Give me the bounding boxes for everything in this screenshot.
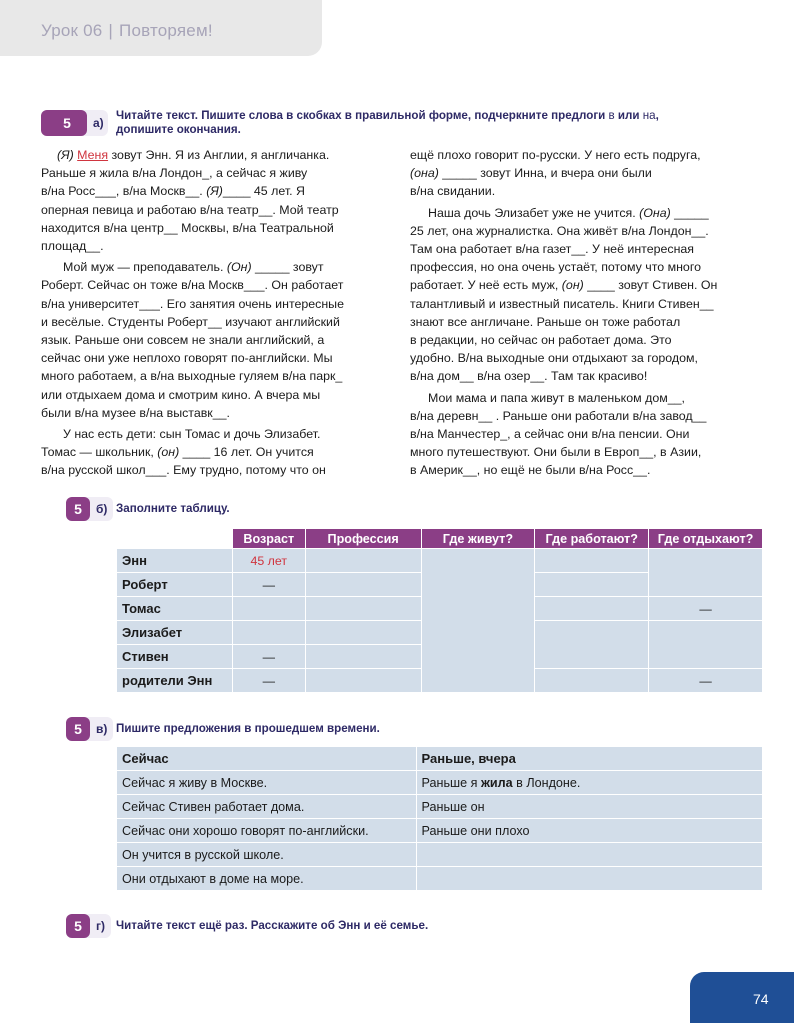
person-name: Стивен bbox=[117, 645, 233, 669]
exercise-5b-instruction: Заполните таблицу. bbox=[116, 502, 230, 515]
rest-cell[interactable]: — bbox=[649, 669, 763, 693]
person-name: родители Энн bbox=[117, 669, 233, 693]
exercise-number: 5 bbox=[66, 914, 90, 938]
present-sentence: Сейчас я живу в Москве. bbox=[117, 771, 417, 795]
rest-cell[interactable]: — bbox=[649, 597, 763, 621]
exercise-5d-badge bbox=[66, 914, 111, 938]
table-row bbox=[117, 867, 763, 891]
exercise-5d-instruction: Читайте текст ещё раз. Расскажите об Энн и её семье. bbox=[116, 919, 429, 932]
rest-cell[interactable] bbox=[649, 621, 763, 669]
profession-cell[interactable] bbox=[305, 573, 421, 597]
exercise-5c-badge bbox=[66, 717, 113, 741]
age-cell[interactable]: 45 лет bbox=[232, 549, 305, 573]
column-header: Где работают? bbox=[535, 529, 649, 549]
works-cell[interactable] bbox=[535, 597, 649, 621]
page-number: 74 bbox=[690, 972, 794, 1023]
exercise-letter: б) bbox=[96, 502, 108, 516]
profession-cell[interactable] bbox=[305, 645, 421, 669]
fill-in-table bbox=[116, 528, 763, 693]
paragraph-4: Наша дочь Элизабет уже не учится. (Она) _____ 25 лет, она журналистка. Она живёт в/на Лондон__. Там она работает в/на газет__. У неё интересная профессия, но она очень устаёт, потому что много работает. У неё есть муж, (он) ____ зовут Стивен. Он талантливый и известный писатель. Книги Стивен__ знают все англичане. Раньше он тоже работал в редакции, но сейчас он работает дома. Это удобно. В/на выходные они отдыхают за городом, в/на дом__ в/на озер__. Там так красиво! bbox=[410, 205, 718, 384]
table-row bbox=[117, 795, 763, 819]
column-header: Где отдыхают? bbox=[649, 529, 763, 549]
person-name: Элизабет bbox=[117, 621, 233, 645]
column-header: Где живут? bbox=[421, 529, 535, 549]
works-cell[interactable] bbox=[535, 621, 649, 669]
exercise-number: 5 bbox=[66, 497, 90, 521]
age-cell[interactable]: — bbox=[232, 669, 305, 693]
exercise-letter: а) bbox=[93, 116, 104, 130]
works-cell[interactable] bbox=[535, 573, 649, 597]
works-cell[interactable] bbox=[535, 549, 649, 573]
age-cell[interactable]: — bbox=[232, 645, 305, 669]
past-answer[interactable]: Раньше он bbox=[416, 795, 762, 819]
lesson-header bbox=[0, 0, 322, 56]
table-header-row bbox=[117, 747, 763, 771]
past-answer[interactable] bbox=[416, 867, 762, 891]
age-cell[interactable] bbox=[232, 621, 305, 645]
paragraph-1: (Я) Меня зовут Энн. Я из Англии, я англичанка. bbox=[57, 148, 330, 162]
example-answer: Меня bbox=[77, 148, 109, 162]
lesson-topic: Повторяем! bbox=[119, 21, 213, 40]
exercise-letter: г) bbox=[96, 919, 105, 933]
works-cell[interactable] bbox=[535, 669, 649, 693]
paragraph-2: Мой муж — преподаватель. (Он) _____ зовут Роберт. Сейчас он тоже в/на Москв___. Он работает в/на университет___. Его занятия очень интересные и весёлые. Студенты Роберт__ изучают английский язык. Раньше они совсем не знали английский, а сейчас они уже неплохо говорят по-английски. Мы много работаем, а в/на выходные гуляем в/на парк_ или отдыхаем дома и смотрим кино. А вчера мы были в/на музее в/на выставк__. bbox=[41, 260, 344, 420]
column-header: Сейчас bbox=[117, 747, 417, 771]
table-row bbox=[117, 771, 763, 795]
header-separator: | bbox=[108, 21, 114, 40]
lesson-number: Урок 06 bbox=[41, 21, 103, 40]
column-header: Возраст bbox=[232, 529, 305, 549]
person-name: Роберт bbox=[117, 573, 233, 597]
exercise-number: 5 bbox=[41, 110, 87, 136]
profession-cell[interactable] bbox=[305, 621, 421, 645]
column-header: Раньше, вчера bbox=[416, 747, 762, 771]
past-answer[interactable]: Раньше я жила в Лондоне. bbox=[416, 771, 762, 795]
paragraph-3: У нас есть дети: сын Томас и дочь Элизабет. Томас — школьник, (он) ____ 16 лет. Он учится в/на русской школ___. Ему трудно, потому что он bbox=[41, 427, 326, 478]
table-row bbox=[117, 843, 763, 867]
person-name: Энн bbox=[117, 549, 233, 573]
text-column-right: ещё плохо говорит по-русски. У него есть подруга, (она) _____ зовут Инна, и вчера они были в/на свидании. Наша дочь Элизабет уже не учится. (Она) _____ 25 лет, она журналистка. Она живёт в/на Лондон__. Там она работает в/на газет__. У неё интересная профессия, но она очень устаёт, потому что много работает. У неё есть муж, (он) ____ зовут Стивен. Он талантливый и известный писатель. Книги Стивен__ знают все англичане. Раньше он тоже работал в редакции, но сейчас он работает дома. Это удобно. В/на выходные они отдыхают за городом, в/на дом__ в/на озер__. Там так красиво! Мои мама и папа живут в маленьком дом__, в/на деревн__ . Раньше они работали в/на завод__ в/на Манчестер_, а сейчас они в/на пенсии. Они много путешествуют. Они были в Европ__, в Азии, в Америк__, но ещё не были в/на Росс__. bbox=[410, 146, 770, 480]
exercise-5a-instruction: Читайте текст. Пишите слова в скобках в правильной форме, подчеркните предлоги в или на, допишите окончания. bbox=[116, 109, 659, 136]
rest-cell[interactable] bbox=[649, 549, 763, 597]
exercise-number: 5 bbox=[66, 717, 90, 741]
present-sentence: Он учится в русской школе. bbox=[117, 843, 417, 867]
text-column-left: (Я) Меня зовут Энн. Я из Англии, я англичанка. Раньше я жила в/на Лондон_, а сейчас я живу в/на Росс___, в/на Москв__. (Я)____ 45 лет. Я оперная певица и работаю в/на театр__. Мой театр находится в/на центр__ Москвы, в/на Театральной площад__. Мой муж — преподаватель. (Он) _____ зовут Роберт. Сейчас он тоже в/на Москв___. Он работает в/на университет___. Его занятия очень интересные и весёлые. Студенты Роберт__ изучают английский язык. Раньше они совсем не знали английский, а сейчас они уже неплохо говорят по-английски. Мы много работаем, а в/на выходные гуляем в/на парк_ или отдыхаем дома и смотрим кино. А вчера мы были в/на музее в/на выставк__. У нас есть дети: сын Томас и дочь Элизабет. Томас — школьник, (он) ____ 16 лет. Он учится в/на русской школ___. Ему трудно, потому что он bbox=[41, 146, 393, 480]
lives-cell[interactable] bbox=[421, 549, 535, 693]
exercise-letter: в) bbox=[96, 722, 108, 736]
present-sentence: Сейчас они хорошо говорят по-английски. bbox=[117, 819, 417, 843]
tense-table bbox=[116, 746, 763, 891]
present-sentence: Они отдыхают в доме на море. bbox=[117, 867, 417, 891]
table-row bbox=[117, 819, 763, 843]
column-header: Профессия bbox=[305, 529, 421, 549]
table-header-row bbox=[117, 529, 763, 549]
age-cell[interactable]: — bbox=[232, 573, 305, 597]
present-sentence: Сейчас Стивен работает дома. bbox=[117, 795, 417, 819]
profession-cell[interactable] bbox=[305, 669, 421, 693]
person-name: Томас bbox=[117, 597, 233, 621]
profession-cell[interactable] bbox=[305, 597, 421, 621]
exercise-5a-badge bbox=[41, 110, 115, 136]
paragraph-5: Мои мама и папа живут в маленьком дом__, в/на деревн__ . Раньше они работали в/на завод__ в/на Манчестер_, а сейчас они в/на пенсии. Они много путешествуют. Они были в Европ__, в Азии, в Америк__, но ещё не были в/на Росс__. bbox=[410, 390, 707, 478]
exercise-5b-badge bbox=[66, 497, 113, 521]
exercise-5c-instruction: Пишите предложения в прошедшем времени. bbox=[116, 722, 380, 735]
profession-cell[interactable] bbox=[305, 549, 421, 573]
table-row bbox=[117, 549, 763, 573]
past-answer[interactable]: Раньше они плохо bbox=[416, 819, 762, 843]
past-answer[interactable] bbox=[416, 843, 762, 867]
age-cell[interactable] bbox=[232, 597, 305, 621]
